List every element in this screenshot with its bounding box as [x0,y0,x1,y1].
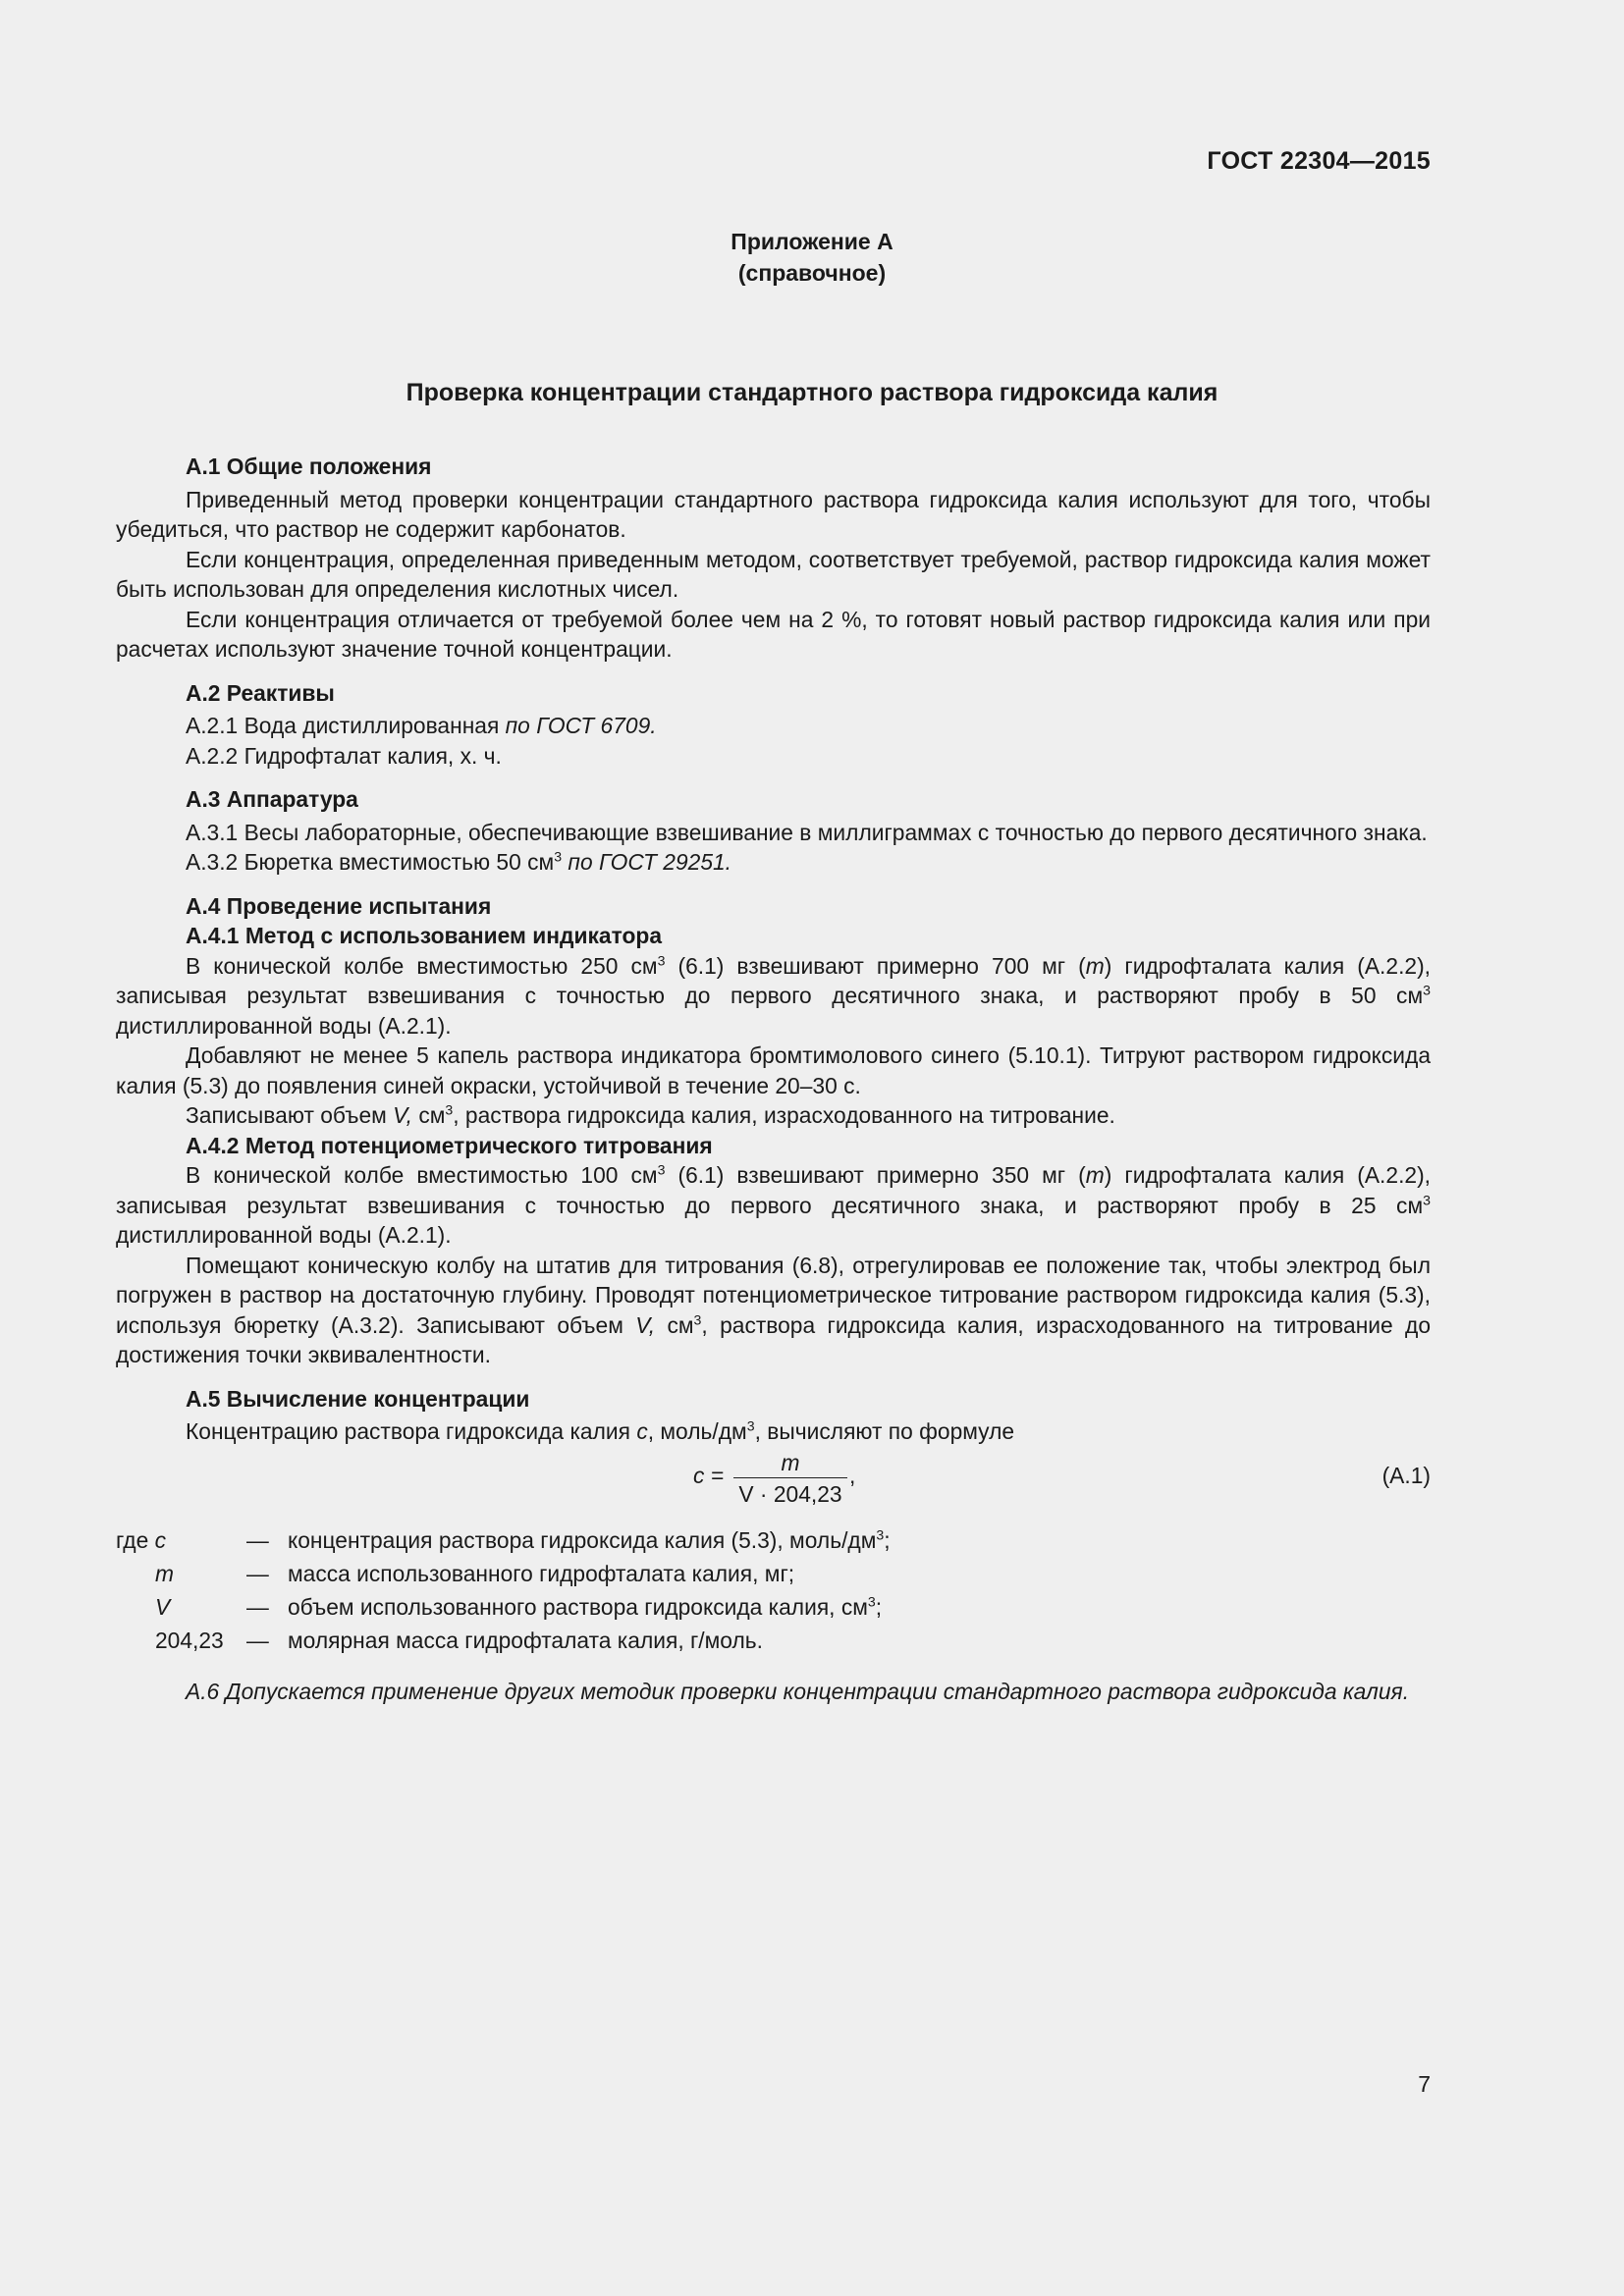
paragraph-a4-1-2: Добавляют не менее 5 капель раствора индикатора бромтимолового синего (5.10.1). Титруют раствором гидроксида калия (5.3) до появления синей окраски, устойчивой в течение 20–30 с. [116,1042,1431,1098]
legend-description: концентрация раствора гидроксида калия (5.3), моль/$дм^3$; [288,1525,891,1553]
legend-symbol: где c [116,1526,167,1553]
paragraph-a4-2-2: Помещают коническую колбу на штатив для титрования (6.8), отрегулировав ее положение так, чтобы электрод был погружен в раствор на достаточную глубину. Проводят потенциометрическое титрование раствором гидроксида калия (5.3), используя бюретку (А.3.2). Записывают объем V, $см^3$, раствора гидроксида калия, израсходованного на титрование до достижения точки эквивалентности. [116,1252,1432,1367]
legend-row [116,1590,1431,1624]
legend-symbol: m [155,1560,174,1586]
formula-denominator: V · 204,23 [738,1480,842,1507]
paragraph-a4-1-3: Записывают объем V, $см^3$, раствора гидроксида калия, израсходованного на титрование. [186,1101,1115,1128]
item-a2-2: А.2.2 Гидрофталат калия, х. ч. [186,742,502,769]
document-title: Проверка концентрации стандартного раствора гидроксида калия [406,379,1218,406]
legend-dash: — [246,1593,269,1620]
paragraph-a1-3: Если концентрация отличается от требуемой более чем на 2 %, то готовят новый раствор гидроксида калия или при расчетах используют значение точной концентрации. [116,606,1431,662]
formula-fraction [731,1449,849,1508]
standard-reference: по ГОСТ 6709. [505,713,657,738]
item-a2-1: А.2.1 Вода дистиллированная по ГОСТ 6709. [186,713,657,738]
annex-heading [0,226,1624,289]
formula-numerator: m [781,1449,800,1475]
legend-dash: — [246,1526,269,1553]
subsection-heading-a4-1: А.4.1 Метод с использованием индикатора [186,923,663,948]
paragraph-a1-2: Если концентрация, определенная приведенным методом, соответствует требуемой, раствор гидроксида калия может быть использован для определения кислотных чисел. [116,546,1431,602]
formula-a1 [116,1449,1431,1522]
paragraph-a4-1-1: В конической колбе вместимостью 250 $см^3$ (6.1) взвешивают примерно 700 мг (m) гидрофталата калия (А.2.2), записывая результат взвешивания с точностью до первого десятичного знака, и растворяют пробу в 50 $см^3$ дистиллированной воды (А.2.1). [116,951,1432,1039]
annex-subtitle: (справочное) [737,260,887,286]
section-heading-a3: А.3 Аппаратура [186,786,358,812]
legend-description: объем использованного раствора гидроксида калия, $см^3$; [288,1592,883,1620]
legend-row [116,1557,1431,1590]
formula-lhs: c = [693,1462,725,1488]
formula-legend [116,1523,1431,1657]
formula-comma: , [849,1462,856,1488]
document-body [116,452,1431,1706]
legend-dash: — [246,1627,269,1653]
legend-symbol: 204,23 [155,1627,224,1653]
formula-number: (А.1) [1381,1462,1431,1488]
document-code-header: ГОСТ 22304—2015 [1207,147,1431,175]
standard-reference: по ГОСТ 29251. [562,849,732,875]
legend-description: масса использованного гидрофталата калия, мг; [288,1560,795,1586]
section-heading-a2: А.2 Реактивы [186,679,335,706]
section-heading-a1: А.1 Общие положения [186,454,432,479]
item-a3-2: А.3.2 Бюретка вместимостью 50 $см^3$ по ГОСТ 29251. [186,848,732,875]
paragraph-a1-1: Приведенный метод проверки концентрации стандартного раствора гидроксида калия используют для того, чтобы убедиться, что раствор не содержит карбонатов. [116,486,1431,542]
item-a3-1: А.3.1 Весы лабораторные, обеспечивающие взвешивание в миллиграммах с точностью до первого десятичного знака. [186,819,1428,845]
subsection-heading-a4-2: А.4.2 Метод потенциометрического титрования [186,1132,713,1158]
annex-title: Приложение А [731,229,893,254]
fraction-bar [733,1477,847,1478]
note-a6: А.6 Допускается применение других методик проверки концентрации стандартного раствора гидроксида калия. [186,1678,1410,1704]
legend-row [116,1523,1431,1557]
legend-row [116,1624,1431,1657]
section-heading-a5: А.5 Вычисление концентрации [186,1385,530,1412]
legend-symbol: V [155,1593,171,1620]
formula-intro: Концентрацию раствора гидроксида калия c, моль/$дм^3$, вычисляют по формуле [186,1417,1015,1444]
paragraph-a4-2-1: В конической колбе вместимостью 100 $см^3$ (6.1) взвешивают примерно 350 мг (m) гидрофталата калия (А.2.2), записывая результат взвешивания с точностью до первого десятичного знака, и растворяют пробу в 25 $см^3$ дистиллированной воды (А.2.1). [116,1161,1432,1248]
legend-description: молярная масса гидрофталата калия, г/моль. [288,1627,763,1653]
legend-dash: — [246,1560,269,1586]
section-heading-a4: А.4 Проведение испытания [186,892,492,919]
page-number: 7 [1418,2071,1431,2097]
